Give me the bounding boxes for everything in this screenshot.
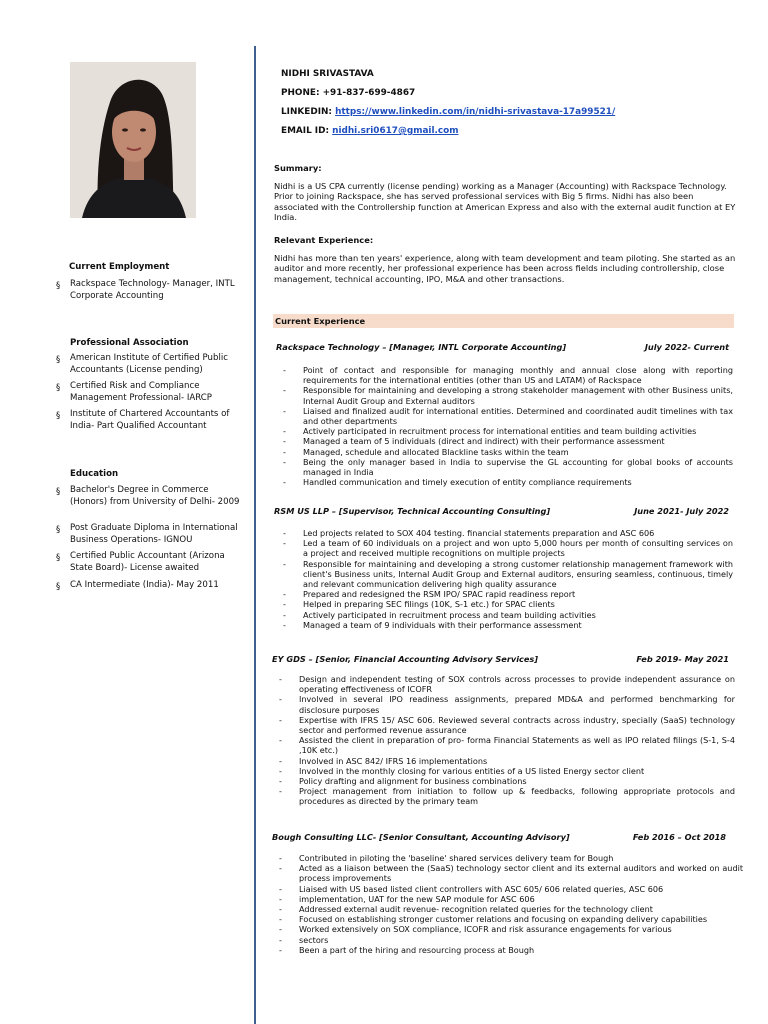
list-item: - Focused on establishing stronger customer relations and focusing on expanding delivery capabilities — [279, 914, 743, 924]
bullet-icon: § — [56, 552, 61, 562]
portrait-image — [70, 62, 196, 218]
list-item: § Institute of Chartered Accountants of India- Part Qualified Accountant — [56, 409, 230, 432]
bullet-icon: § — [56, 410, 61, 420]
job-dates: Feb 2016 – Oct 2018 — [632, 832, 726, 842]
list-item: - sectors — [279, 935, 743, 945]
email-line — [281, 126, 459, 136]
bullet-icon: § — [56, 581, 61, 591]
summary-heading: Summary: — [274, 163, 322, 173]
list-item: - Involved in several IPO readiness assignments, prepared MD&A and performed benchmarking for disclosure purposes — [279, 694, 735, 714]
linkedin-link[interactable]: https://www.linkedin.com/in/nidhi-srivastava-17a99521/ — [335, 107, 616, 117]
list-item: - Managed a team of 9 individuals with their performance assessment — [283, 620, 733, 630]
list-item: - Policy drafting and alignment for business combinations — [279, 776, 735, 786]
list-item: - Liaised and finalized audit for international entities. Determined and coordinated audit timelines with tax and other departments — [283, 406, 733, 426]
list-item: - Point of contact and responsible for managing monthly and annual close along with reporting requirements for the international entities (other than US and LATAM) of Rackspace — [283, 365, 733, 385]
list-item: § American Institute of Certified Public Accountants (License pending) — [56, 353, 228, 376]
list-item: § Rackspace Technology- Manager, INTL Corporate Accounting — [56, 279, 235, 302]
profile-photo — [70, 62, 196, 218]
list-item: § Certified Public Accountant (Arizona State Board)- License awaited — [56, 551, 225, 574]
column-divider — [254, 46, 256, 1024]
list-item: - Managed, schedule and allocated Blackline tasks within the team — [283, 447, 733, 457]
job-title: EY GDS – [Senior, Financial Accounting Advisory Services] — [272, 654, 539, 664]
relevant-experience-heading: Relevant Experience: — [274, 235, 374, 245]
email-label: EMAIL ID: — [281, 126, 333, 136]
linkedin-label: LINKEDIN: — [281, 107, 336, 117]
list-item: - Led a team of 60 individuals on a project and won upto 5,000 hours per month of consulting services on a project and received multiple recognitions on multiple projects — [283, 538, 733, 558]
list-item: § Certified Risk and Compliance Management Professional- IARCP — [56, 381, 212, 404]
email-link[interactable]: nidhi.sri0617@gmail.com — [332, 126, 459, 136]
list-item: - Being the only manager based in India to supervise the GL accounting for global books of accounts managed in India — [283, 457, 733, 477]
list-item: - Assisted the client in preparation of pro- forma Financial Statements as well as IPO related filings (S-1, S-4 ,10K etc.) — [279, 735, 735, 755]
job-bullets — [283, 528, 733, 630]
list-item: - Addressed external audit revenue- recognition related queries for the technology client — [279, 904, 743, 914]
education-heading: Education — [70, 469, 119, 479]
list-item: - Involved in the monthly closing for various entities of a US listed Energy sector client — [279, 766, 735, 776]
bullet-icon: § — [56, 486, 61, 496]
job-dates: July 2022- Current — [644, 342, 729, 352]
relevant-experience-text: Nidhi has more than ten years' experience, along with team development and team piloting. She started as an auditor and more recently, her professional experience has been across fields including controllership, close management, technical accounting, IPO, M&A and other transactions. — [274, 253, 736, 284]
bullet-icon: § — [56, 382, 61, 392]
list-item: - Project management from initiation to follow up & feedbacks, following appropriate protocols and procedures as directed by the primary team — [279, 786, 735, 806]
list-item: - Design and independent testing of SOX controls across processes to provide independent assurance on operating effectiveness of ICOFR — [279, 674, 735, 694]
job-title: Bough Consulting LLC- [Senior Consultant, Accounting Advisory] — [272, 832, 570, 842]
list-item: - Prepared and redesigned the RSM IPO/ SPAC rapid readiness report — [283, 589, 733, 599]
list-item: - Acted as a liaison between the (SaaS) technology sector client and its external auditors and worked on audit process improvements — [279, 863, 743, 883]
job-bullets — [283, 365, 733, 487]
list-item: - Led projects related to SOX 404 testing. financial statements preparation and ASC 606 — [283, 528, 733, 538]
list-item: § Post Graduate Diploma in International Business Operations- IGNOU — [56, 523, 238, 546]
professional-association-heading: Professional Association — [70, 338, 189, 348]
list-item: - Responsible for maintaining and developing a strong customer relationship management framework with client's Business units, Internal Audit Group and External auditors, ensuring seamless, continuous, timely and relevant communication delivering high quality assurance — [283, 559, 733, 590]
list-item: - Managed a team of 5 individuals (direct and indirect) with their performance assessment — [283, 436, 733, 446]
job-bullets — [279, 853, 743, 955]
list-item: § Bachelor's Degree in Commerce (Honors) from University of Delhi- 2009 — [56, 485, 240, 508]
list-item: - Responsible for maintaining and developing a strong stakeholder management with other Business units, Internal Audit Group and External auditors — [283, 385, 733, 405]
list-item: - Actively participated in recruitment process for international entities and team building activities — [283, 426, 733, 436]
list-item: - Been a part of the hiring and resourcing process at Bough — [279, 945, 743, 955]
job-title: Rackspace Technology – [Manager, INTL Corporate Accounting] — [276, 342, 567, 352]
bullet-icon: § — [56, 280, 61, 290]
list-item: - Contributed in piloting the 'baseline' shared services delivery team for Bough — [279, 853, 743, 863]
list-item: - Liaised with US based listed client controllers with ASC 605/ 606 related queries, ASC 606 — [279, 884, 743, 894]
list-item: - Expertise with IFRS 15/ ASC 606. Reviewed several contracts across industry, specially (SaaS) technology sector and performed revenue assurance — [279, 715, 735, 735]
list-item: - Actively participated in recruitment process and team building activities — [283, 610, 733, 620]
linkedin-line — [281, 107, 615, 117]
phone: PHONE: +91-837-699-4867 — [281, 88, 416, 98]
list-item: - Helped in preparing SEC filings (10K, S-1 etc.) for SPAC clients — [283, 599, 733, 609]
bullet-icon: § — [56, 354, 61, 364]
current-experience-heading: Current Experience — [275, 316, 366, 326]
list-item: - Involved in ASC 842/ IFRS 16 implementations — [279, 756, 735, 766]
summary-text: Nidhi is a US CPA currently (license pending) working as a Manager (Accounting) with Rackspace Technology. Prior to joining Rackspace, she has served professional services with Big 5 firms. Nidhi has also been associated with the Controllership function at American Express and also with the external audit function at EY India. — [274, 181, 736, 223]
list-item: - Handled communication and timely execution of entity compliance requirements — [283, 477, 733, 487]
list-item: - Worked extensively on SOX compliance, ICOFR and risk assurance engagements for various — [279, 924, 743, 934]
list-item: - implementation, UAT for the new SAP module for ASC 606 — [279, 894, 743, 904]
bullet-icon: § — [56, 524, 61, 534]
candidate-name: NIDHI SRIVASTAVA — [281, 69, 374, 79]
job-bullets — [279, 674, 735, 807]
current-employment-heading: Current Employment — [69, 262, 170, 272]
job-dates: June 2021- July 2022 — [634, 506, 729, 516]
job-title: RSM US LLP – [Supervisor, Technical Accounting Consulting] — [274, 506, 551, 516]
job-dates: Feb 2019- May 2021 — [636, 654, 729, 664]
list-item: § CA Intermediate (India)- May 2011 — [56, 580, 219, 591]
current-experience-banner — [273, 314, 734, 328]
